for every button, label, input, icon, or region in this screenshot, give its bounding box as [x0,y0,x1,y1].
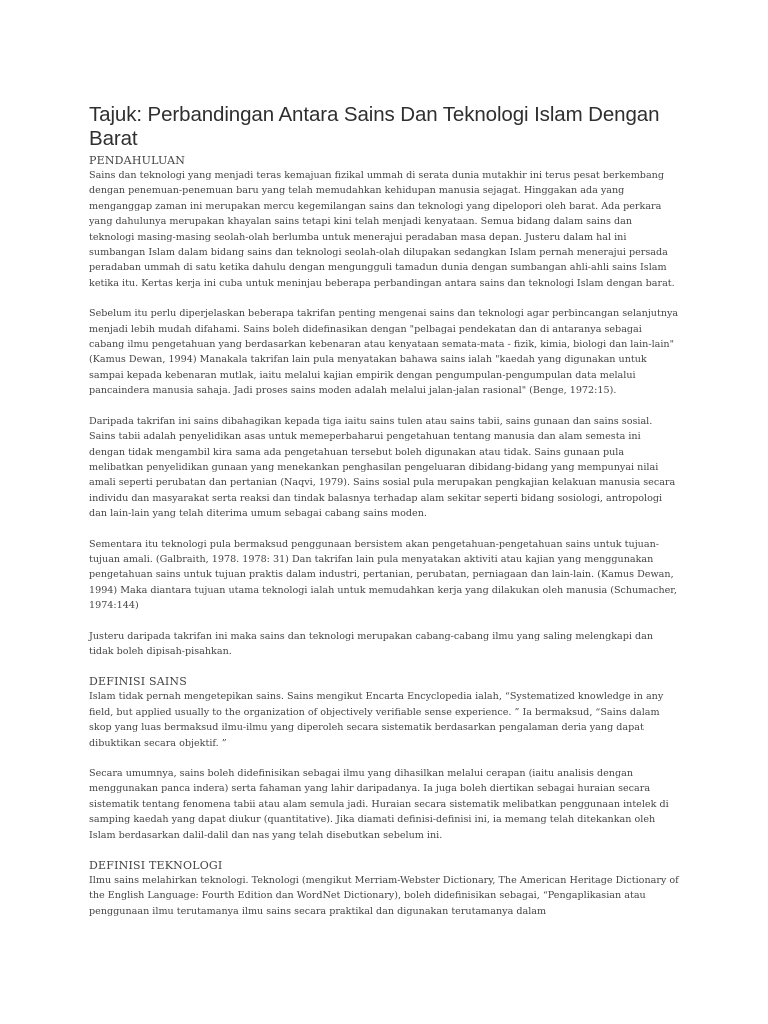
section-definisi-teknologi [89,858,679,919]
paragraph: Sebelum itu perlu diperjelaskan beberapa takrifan penting mengenai sains dan teknologi agar perbincangan selanjutnya menjadi lebih mudah difahami. Sains boleh didefinasikan dengan "pelbagai pendekatan dan di antaranya sebagai cabang ilmu pengetahuan yang berdasarkan kebenaran atau kenyataan semata-mata - fizik, kimia, biologi dan lain-lain" (Kamus Dewan, 1994) Manakala takrifan lain pula menyatakan bahawa sains ialah "kaedah yang digunakan untuk sampai kepada kebenaran mutlak, iaitu melalui kajian empirik dengan pengumpulan-pengumpulan data melalui pancaindera manusia sahaja. Jadi proses sains moden adalah melalui jalan-jalan rasional" (Benge, 1972:15). [89,308,679,397]
section-heading: DEFINISI TEKNOLOGI [89,859,223,873]
paragraph: Sementara itu teknologi pula bermaksud penggunaan bersistem akan pengetahuan-pengetahuan sains untuk tujuan-tujuan amali. (Galbraith, 1978. 1978: 31) Dan takrifan lain pula menyatakan aktiviti atau kajian yang menggunakan pengetahuan sains untuk tujuan praktis dalam industri, pertanian, perubatan, perniagaan dan lain-lain. (Kamus Dewan, 1994) Maka diantara tujuan utama teknologi ialah untuk memudahkan kerja yang dilakukan oleh manusia (Schumacher, 1974:144) [89,538,677,612]
paragraph: Justeru daripada takrifan ini maka sains dan teknologi merupakan cabang-cabang ilmu yang saling melengkapi dan tidak boleh dipisah-pisahkan. [89,630,654,657]
document-page [89,103,679,934]
section-pendahuluan [89,153,679,659]
section-heading: PENDAHULUAN [89,154,186,167]
document-title: Tajuk: Perbandingan Antara Sains Dan Teknologi Islam Dengan Barat [89,103,660,150]
paragraph: Islam tidak pernah mengetepikan sains. Sains mengikut Encarta Encyclopedia ialah, “Systematized knowledge in any field, but applied usually to the organization of objectively verifiable sense experience. ” Ia bermaksud, “Sains dalam skop yang luas bermaksud ilmu-ilmu yang diperoleh secara sistematik berdasarkan pengalaman deria yang dapat dibuktikan secara objektif. ” [89,691,664,749]
paragraph: Ilmu sains melahirkan teknologi. Teknologi (mengikut Merriam-Webster Dictionary, The American Heritage Dictionary of the English Language: Fourth Edition dan WordNet Dictionary), boleh didefinisikan sebagai, “Pengaplikasian atau penggunaan ilmu terutamanya ilmu sains secara praktikal dan digunakan terutamanya dalam [89,875,679,917]
paragraph: Sains dan teknologi yang menjadi teras kemajuan fizikal ummah di serata dunia mutakhir ini terus pesat berkembang dengan penemuan-penemuan baru yang telah memudahkan kehidupan manusia sejagat. Hinggakan ada yang menganggap zaman ini merupakan mercu kegemilangan sains dan teknologi yang dipelopori oleh barat. Ada perkara yang dahulunya merupakan khayalan sains tetapi kini telah menjadi kenyataan. Semua bidang dalam sains dan teknologi masing-masing seolah-olah berlumba untuk menerajui peradaban masa depan. Justeru dalam hal ini sumbangan Islam dalam bidang sains dan teknologi seolah-olah dilupakan sedangkan Islam pernah menerajui persada peradaban ummah di satu ketika dahulu dengan mengungguli tamadun dunia dengan sumbangan ahli-ahli sains Islam ketika itu. Kertas kerja ini cuba untuk meninjau beberapa perbandingan antara sains dan teknologi Islam dengan barat. [89,170,675,289]
paragraph: Daripada takrifan ini sains dibahagikan kepada tiga iaitu sains tulen atau sains tabii, sains gunaan dan sains sosial. Sains tabii adalah penyelidikan asas untuk memeperbaharui pengetahuan tentang manusia dan alam semesta ini dengan tidak mengambil kira sama ada pengetahuan tersebut boleh digunakan atau tidak. Sains gunaan pula melibatkan penyelidikan gunaan yang menekankan penghasilan pengeluaran dibidang-bidang yang mempunyai nilai amali seperti perubatan dan pertanian (Naqvi, 1979). Sains sosial pula merupakan pengkajian kelakuan manusia secara individu dan masyarakat serta reaksi dan tindak balasnya terhadap alam sekitar seperti bidang sosiologi, antropologi dan lain-lain yang telah diterima umum sebagai cabang sains moden. [89,415,676,520]
section-heading: DEFINISI SAINS [89,675,187,689]
section-definisi-sains [89,674,679,843]
paragraph: Secara umumnya, sains boleh didefinisikan sebagai ilmu yang dihasilkan melalui cerapan (iaitu analisis dengan menggunakan panca indera) serta fahaman yang lahir daripadanya. Ia juga boleh diertikan sebagai huraian secara sistematik tentang fenomena tabii atau alam semula jadi. Huraian secara sistematik melibatkan penggunaan intelek di samping kaedah yang dapat diukur (quantitative). Jika diamati definisi-definisi ini, ia memang telah ditekankan oleh Islam berdasarkan dalil-dalil dan nas yang telah disebutkan sebelum ini. [89,768,669,841]
